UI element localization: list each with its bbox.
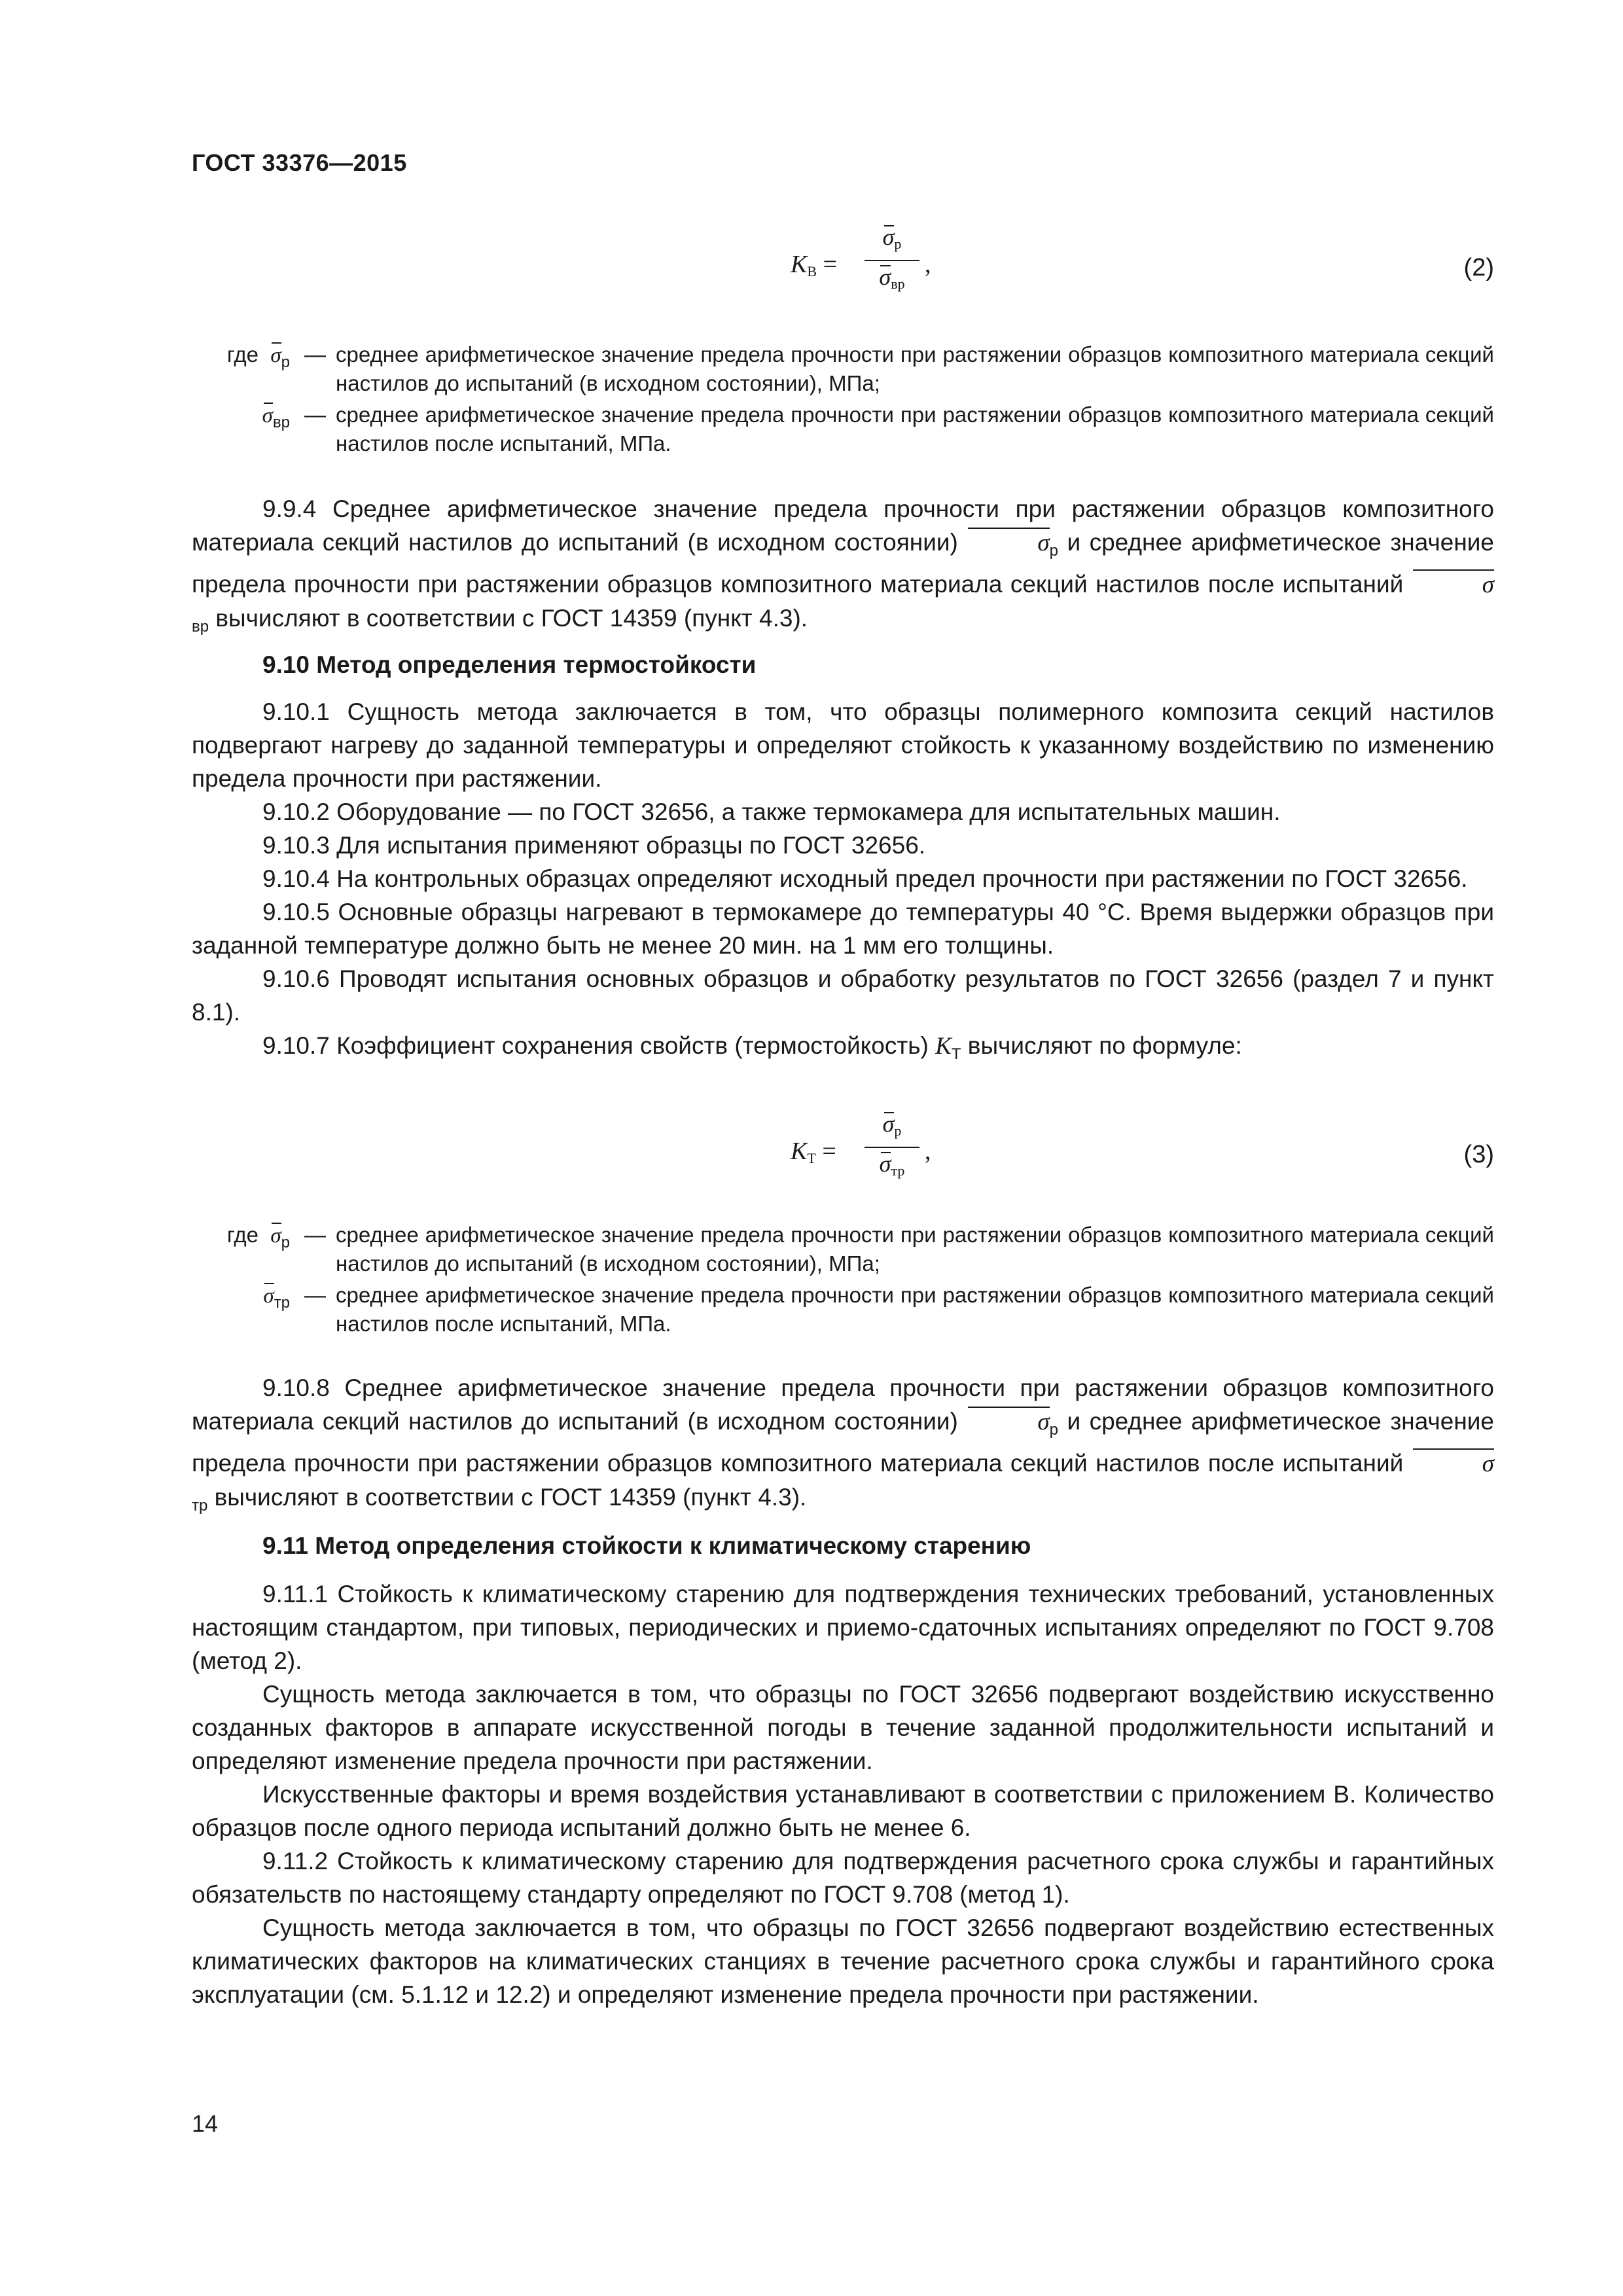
section-heading-9-10: 9.10 Метод определения термостойкости <box>262 651 757 678</box>
paragraph-9-11-2-essence: Сущность метода заключается в том, что образцы по ГОСТ 32656 подвергают воздействию естественных климатических факторов на климатических станциях в течение расчетного срока службы и гарантийного срока эксплуатации (см. 5.1.12 и 12.2) и определяют изменение предела прочности при растяжении. <box>192 1914 1494 2008</box>
section-9-10-text <box>192 695 1494 1071</box>
legend-item: $\sigma_{тр}$ — среднее арифметическое значение предела прочности при растяжении образцов композитного материала секций настилов после испытаний, МПа. <box>263 1283 1494 1336</box>
paragraph-9-11-1: 9.11.1 Стойкость к климатическому старению для подтверждения технических требований, установленных настоящим стандартом, при типовых, периодических и приемо-сдаточных испытаниях определяют по ГОСТ 9.708 (метод 2). <box>192 1581 1494 1674</box>
paragraph-9-10-2: 9.10.2 Оборудование — по ГОСТ 32656, а также термокамера для испытательных машин. <box>262 798 1281 825</box>
paragraph-9-11-1-factors: Искусственные факторы и время воздействия устанавливают в соответствии с приложением В. Количество образцов после одного периода испытаний должно быть не менее 6. <box>192 1781 1494 1841</box>
page-number: 14 <box>192 2110 219 2137</box>
paragraph-9-10-5: 9.10.5 Основные образцы нагревают в термокамере до температуры 40 °С. Время выдержки образцов при заданной температуре должно быть не менее 20 мин. на 1 мм его толщины. <box>192 899 1494 959</box>
formula-2: KВ = σр σвр , (2) <box>192 216 1494 308</box>
paragraph-9-10-4: 9.10.4 На контрольных образцах определяют исходный предел прочности при растяжении по ГОСТ 32656. <box>262 865 1468 892</box>
formula-2-lhs: KВ = <box>791 251 837 279</box>
formula-3: KТ = σр σтр , (3) <box>192 1103 1494 1194</box>
paragraph-9-11-2: 9.11.2 Стойкость к климатическому старению для подтверждения расчетного срока службы и гарантийных обязательств по настоящему стандарту определяют по ГОСТ 9.708 (метод 1). <box>192 1848 1494 1908</box>
legend-item: где $\sigma_р$ — среднее арифметическое значение предела прочности при растяжении образцов композитного материала секций настилов до испытаний (в исходном состоянии), МПа; <box>226 1223 1494 1276</box>
document-header: ГОСТ 33376—2015 <box>192 149 407 176</box>
paragraph-9-10-8: 9.10.8 Среднее арифметическое значение предела прочности при растяжении образцов композитного материала секций настилов до испытаний (в исходном состоянии) $\sigma_р$ и среднее арифметическое значение предела прочности при растяжении образцов композитного материала секций настилов после испытаний $\sigma_{тр}$ вычисляют в соответствии с ГОСТ 14359 (пункт 4.3). <box>192 1374 1495 1515</box>
legend-item: $\sigma_{вр}$ — среднее арифметическое значение предела прочности при растяжении образцов композитного материала секций настилов после испытаний, МПа. <box>262 403 1494 456</box>
formula-3-lhs: KТ = <box>791 1138 836 1166</box>
paragraph-9-10-7: 9.10.7 Коэффициент сохранения свойств (термостойкость) $K_Т$ вычисляют по формуле: <box>262 1032 1242 1063</box>
paragraph-9-10-6: 9.10.6 Проводят испытания основных образцов и обработку результатов по ГОСТ 32656 (раздел 7 и пункт 8.1). <box>192 965 1494 1026</box>
formula-2-number: (2) <box>1463 254 1494 281</box>
formula-3-legend <box>192 1221 1494 1338</box>
formula-2-fraction: σр σвр <box>865 224 919 297</box>
paragraph-9-10-3: 9.10.3 Для испытания применяют образцы по ГОСТ 32656. <box>262 832 926 859</box>
paragraph-9-9-4: 9.9.4 Среднее арифметическое значение предела прочности при растяжении образцов композитного материала секций настилов до испытаний (в исходном состоянии) $\sigma_р$ и среднее арифметическое значение предела прочности при растяжении образцов композитного материала секций настилов после испытаний $\sigma_{вр}$ вычисляют в соответствии с ГОСТ 14359 (пункт 4.3). <box>192 495 1495 636</box>
formula-3-number: (3) <box>1463 1141 1494 1168</box>
formula-2-legend <box>192 340 1494 458</box>
formula-3-fraction: σр σтр <box>865 1111 919 1184</box>
section-9-11-text <box>192 1577 1494 2011</box>
legend-item: где $\sigma_р$ — среднее арифметическое значение предела прочности при растяжении образцов композитного материала секций настилов до испытаний (в исходном состоянии), МПа; <box>226 342 1494 395</box>
paragraph-9-11-1-essence: Сущность метода заключается в том, что образцы по ГОСТ 32656 подвергают воздействию искусственно созданных факторов в аппарате искусственной погоды в течение заданной продолжительности испытаний и определяют изменение предела прочности при растяжении. <box>192 1681 1494 1774</box>
section-heading-9-11: 9.11 Метод определения стойкости к климатическому старению <box>262 1532 1031 1559</box>
paragraph-9-10-1: 9.10.1 Сущность метода заключается в том, что образцы полимерного композита секций настилов подвергают нагреву до заданной температуры и определяют стойкость к указанному воздействию по изменению предела прочности при растяжении. <box>192 698 1494 792</box>
